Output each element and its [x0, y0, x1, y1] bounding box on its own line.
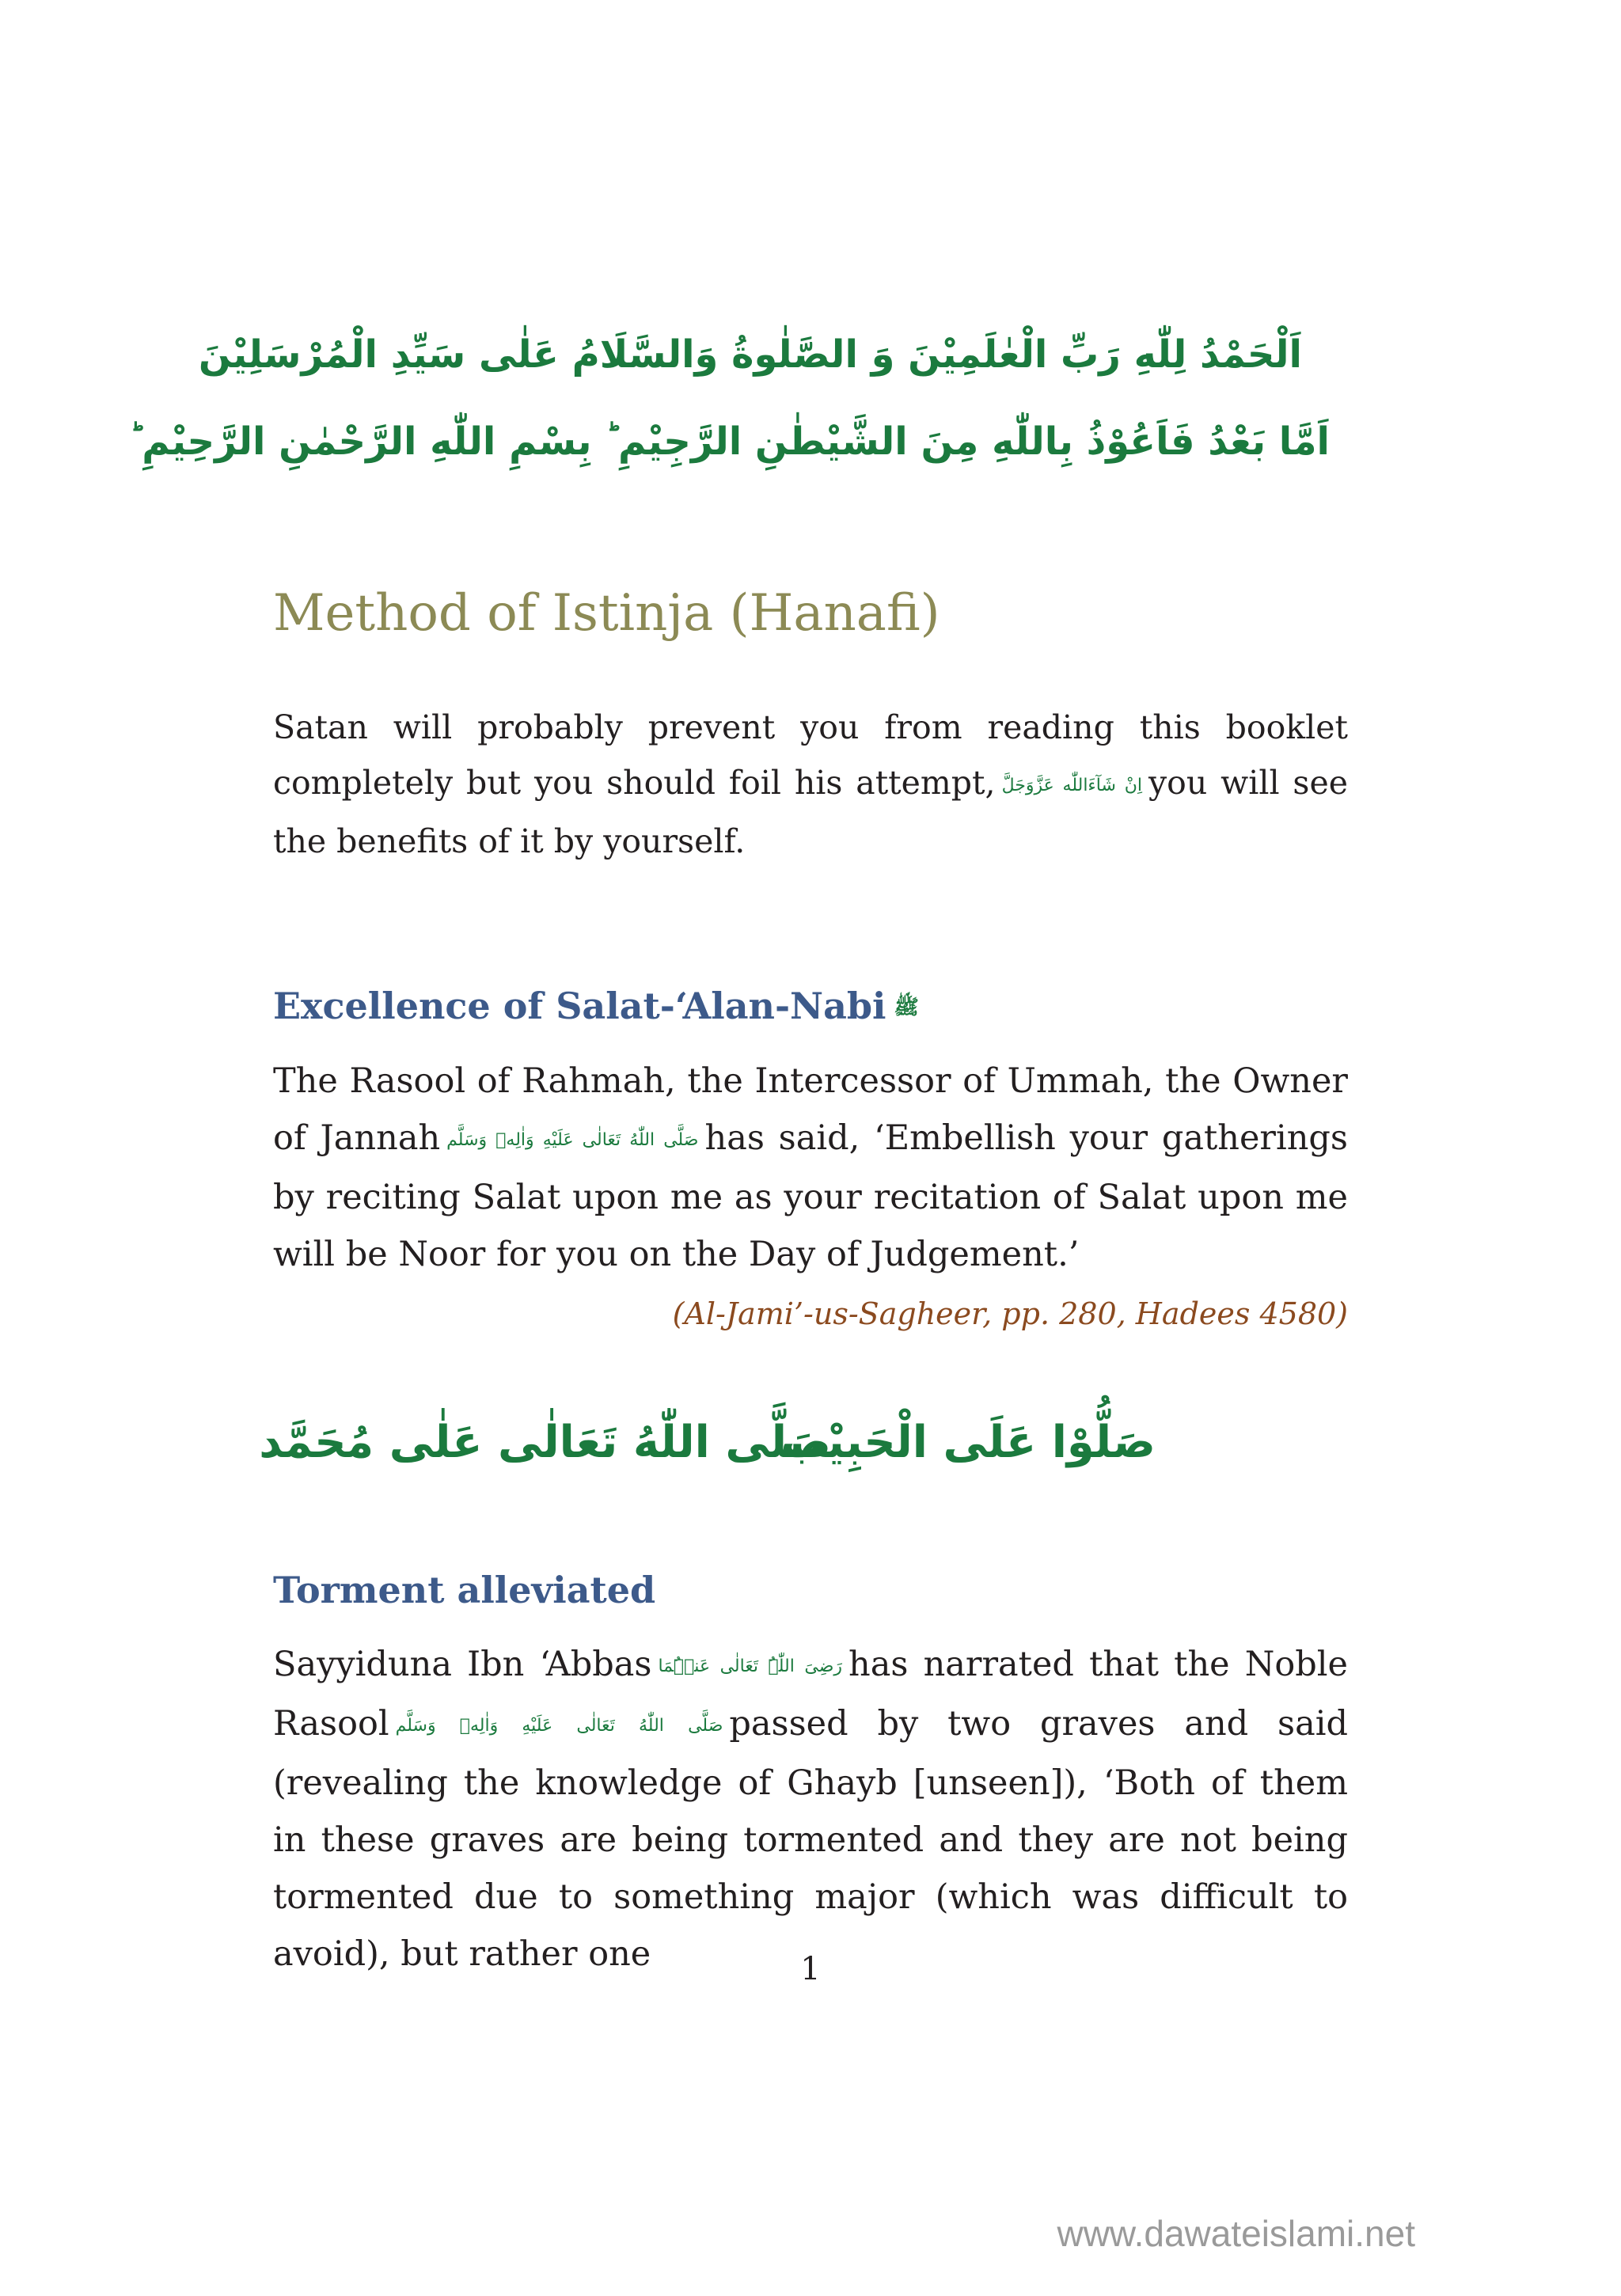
page-number: 1 — [800, 1951, 821, 1987]
excellence-text-1: The Rasool of Rahmah, the Intercessor of Ummah, the Owner of Jannah — [273, 1061, 1348, 1158]
arabic-opening-line-2: اَمَّا بَعْدُ فَاَعُوْذُ بِاللّٰهِ مِنَ الشَّيْطٰنِ الرَّجِيْمِ ؕ بِسْمِ اللّٰهِ الرَّحْمٰنِ الرَّحِيْمِ ؕ — [128, 419, 1330, 464]
inshallah-honorific: اِنْ شَآءَاللّٰه عَزَّوَجَلَّ — [1001, 775, 1143, 795]
salat-invocation-left: صَلُّوْا عَلَى الْحَبِيْب — [780, 1417, 1156, 1468]
torment-text-3: passed by two graves and said (revealing the knowledge of Ghayb [unseen]), ‘Both of them in these graves are being tormented and they are not being tormented due to something major (which was difficult to avoid), but rather one — [273, 1704, 1348, 1974]
intro-text-2: you will see the benefits of it by yourself. — [273, 764, 1348, 860]
intro-text-1: Satan will probably prevent you from reading this booklet completely but you should foil his attempt, — [273, 708, 1348, 802]
hadith-reference: (Al-Jami’-us-Sagheer, pp. 280, Hadees 4580) — [672, 1296, 1348, 1331]
torment-paragraph — [273, 1636, 1348, 1983]
torment-heading: Torment alleviated — [273, 1569, 656, 1611]
salawat-honorific: صَلَّى اللّٰهُ تَعَالٰى عَلَيْهِ وَاٰلِهٖ وَسَلَّم — [446, 1130, 699, 1150]
salat-invocation-right: صَلَّى اللّٰهُ تَعَالٰى عَلٰى مُحَمَّد — [259, 1417, 831, 1468]
excellence-heading — [273, 985, 919, 1027]
intro-paragraph — [273, 700, 1348, 869]
salawat-honorific-2: صَلَّى اللّٰهُ تَعَالٰى عَلَيْهِ وَاٰلِهٖ وَسَلَّم — [395, 1716, 723, 1736]
arabic-opening-line-1: اَلْحَمْدُ لِلّٰهِ رَبِّ الْعٰلَمِيْنَ وَ الصَّلٰوةُ وَالسَّلَامُ عَلٰى سَيِّدِ الْمُرْسَلِيْنَ — [198, 332, 1302, 377]
excellence-heading-text: Excellence of Salat-‘Alan-Nabi — [273, 985, 886, 1027]
torment-text-2: has narrated that the Noble Rasool — [273, 1645, 1349, 1744]
website-watermark[interactable]: www.dawateislami.net — [1057, 2213, 1415, 2254]
radiallahu-honorific: رَضِیَ اللّٰہُ تَعَالٰی عَنۡہُمَا — [658, 1657, 843, 1676]
excellence-paragraph — [273, 1053, 1348, 1283]
excellence-text-2: has said, ‘Embellish your gatherings by reciting Salat upon me as your recitation of Salat upon me will be Noor for you on the Day of Judgement.’ — [273, 1118, 1348, 1274]
page-title: Method of Istinja (Hanafi) — [273, 584, 940, 643]
salawat-icon: ﷺ — [894, 996, 919, 1019]
torment-text-1: Sayyiduna Ibn ‘Abbas — [273, 1645, 652, 1684]
